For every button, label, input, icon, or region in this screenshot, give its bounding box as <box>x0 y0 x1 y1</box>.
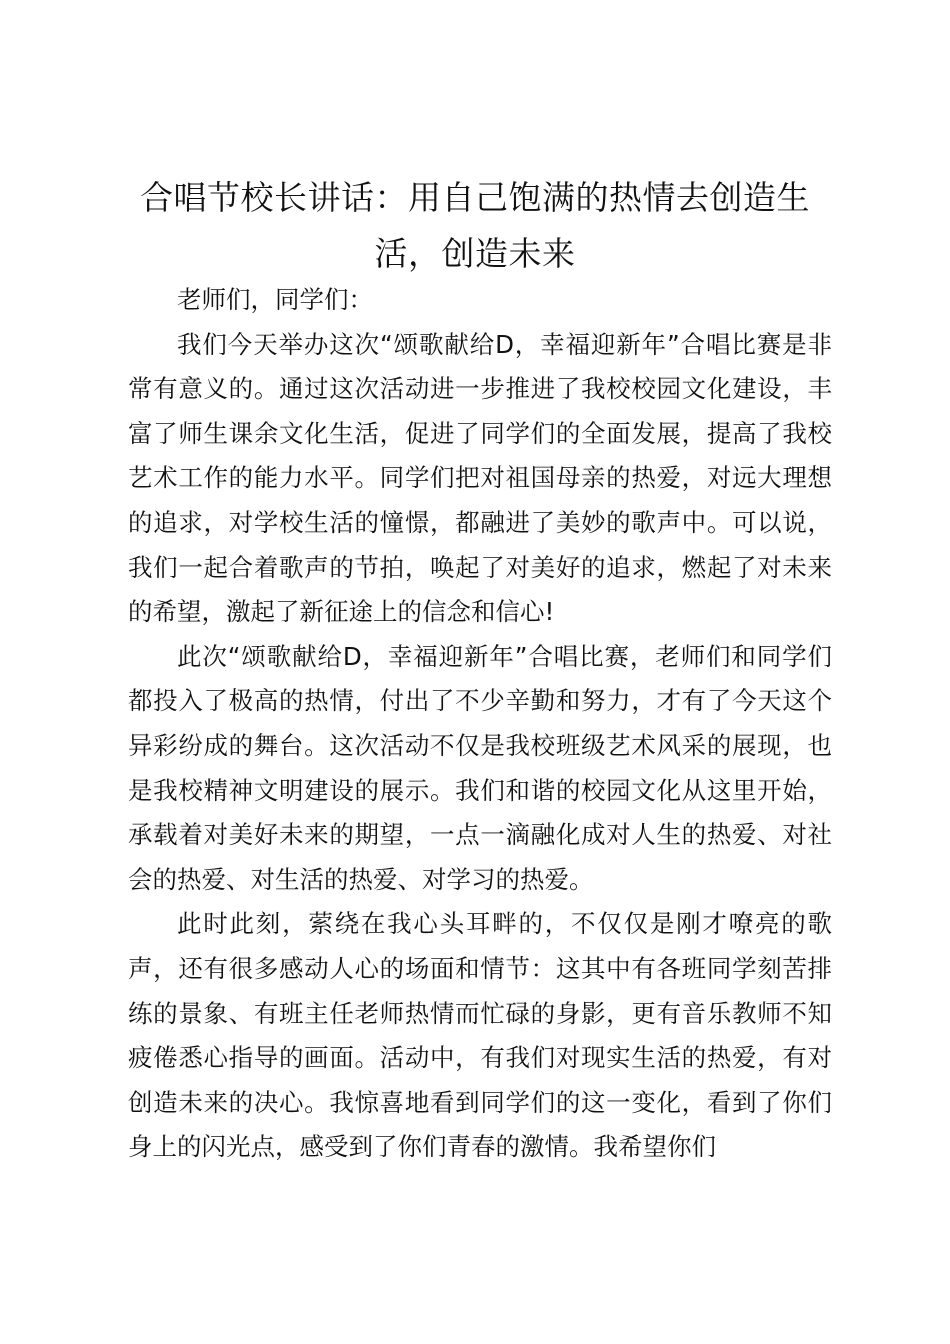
document-title: 合唱节校长讲话：用自己饱满的热情去创造生活，创造未来 <box>140 178 810 273</box>
document-body <box>128 278 832 1170</box>
paragraph-3: 此时此刻，萦绕在我心头耳畔的，不仅仅是刚才嘹亮的歌声，还有很多感动人心的场面和情节：这其中有各班同学刻苦排练的景象、有班主任老师热情而忙碌的身影，更有音乐教师不知疲倦悉心指导的画面。活动中，有我们对现实生活的热爱，有对创造未来的决心。我惊喜地看到同学们的这一变化，看到了你们身上的闪光点，感受到了你们青春的激情。我希望你们 <box>128 909 832 1162</box>
salutation: 老师们，同学们： <box>177 285 373 314</box>
paragraph-1: 我们今天举办这次“颂歌献给D，幸福迎新年”合唱比赛是非常有意义的。通过这次活动进一步推进了我校校园文化建设，丰富了师生课余文化生活，促进了同学们的全面发展，提高了我校艺术工作的能力水平。同学们把对祖国母亲的热爱，对远大理想的追求，对学校生活的憧憬，都融进了美妙的歌声中。可以说，我们一起合着歌声的节拍，唤起了对美好的追求，燃起了对未来的希望，激起了新征途上的信念和信心! <box>128 329 832 627</box>
paragraph-2: 此次“颂歌献给D，幸福迎新年”合唱比赛，老师们和同学们都投入了极高的热情，付出了不少辛勤和努力，才有了今天这个异彩纷成的舞台。这次活动不仅是我校班级艺术风采的展现，也是我校精神文明建设的展示。我们和谐的校园文化从这里开始，承载着对美好未来的期望，一点一滴融化成对人生的热爱、对社会的热爱、对生活的热爱、对学习的热爱。 <box>128 641 832 894</box>
